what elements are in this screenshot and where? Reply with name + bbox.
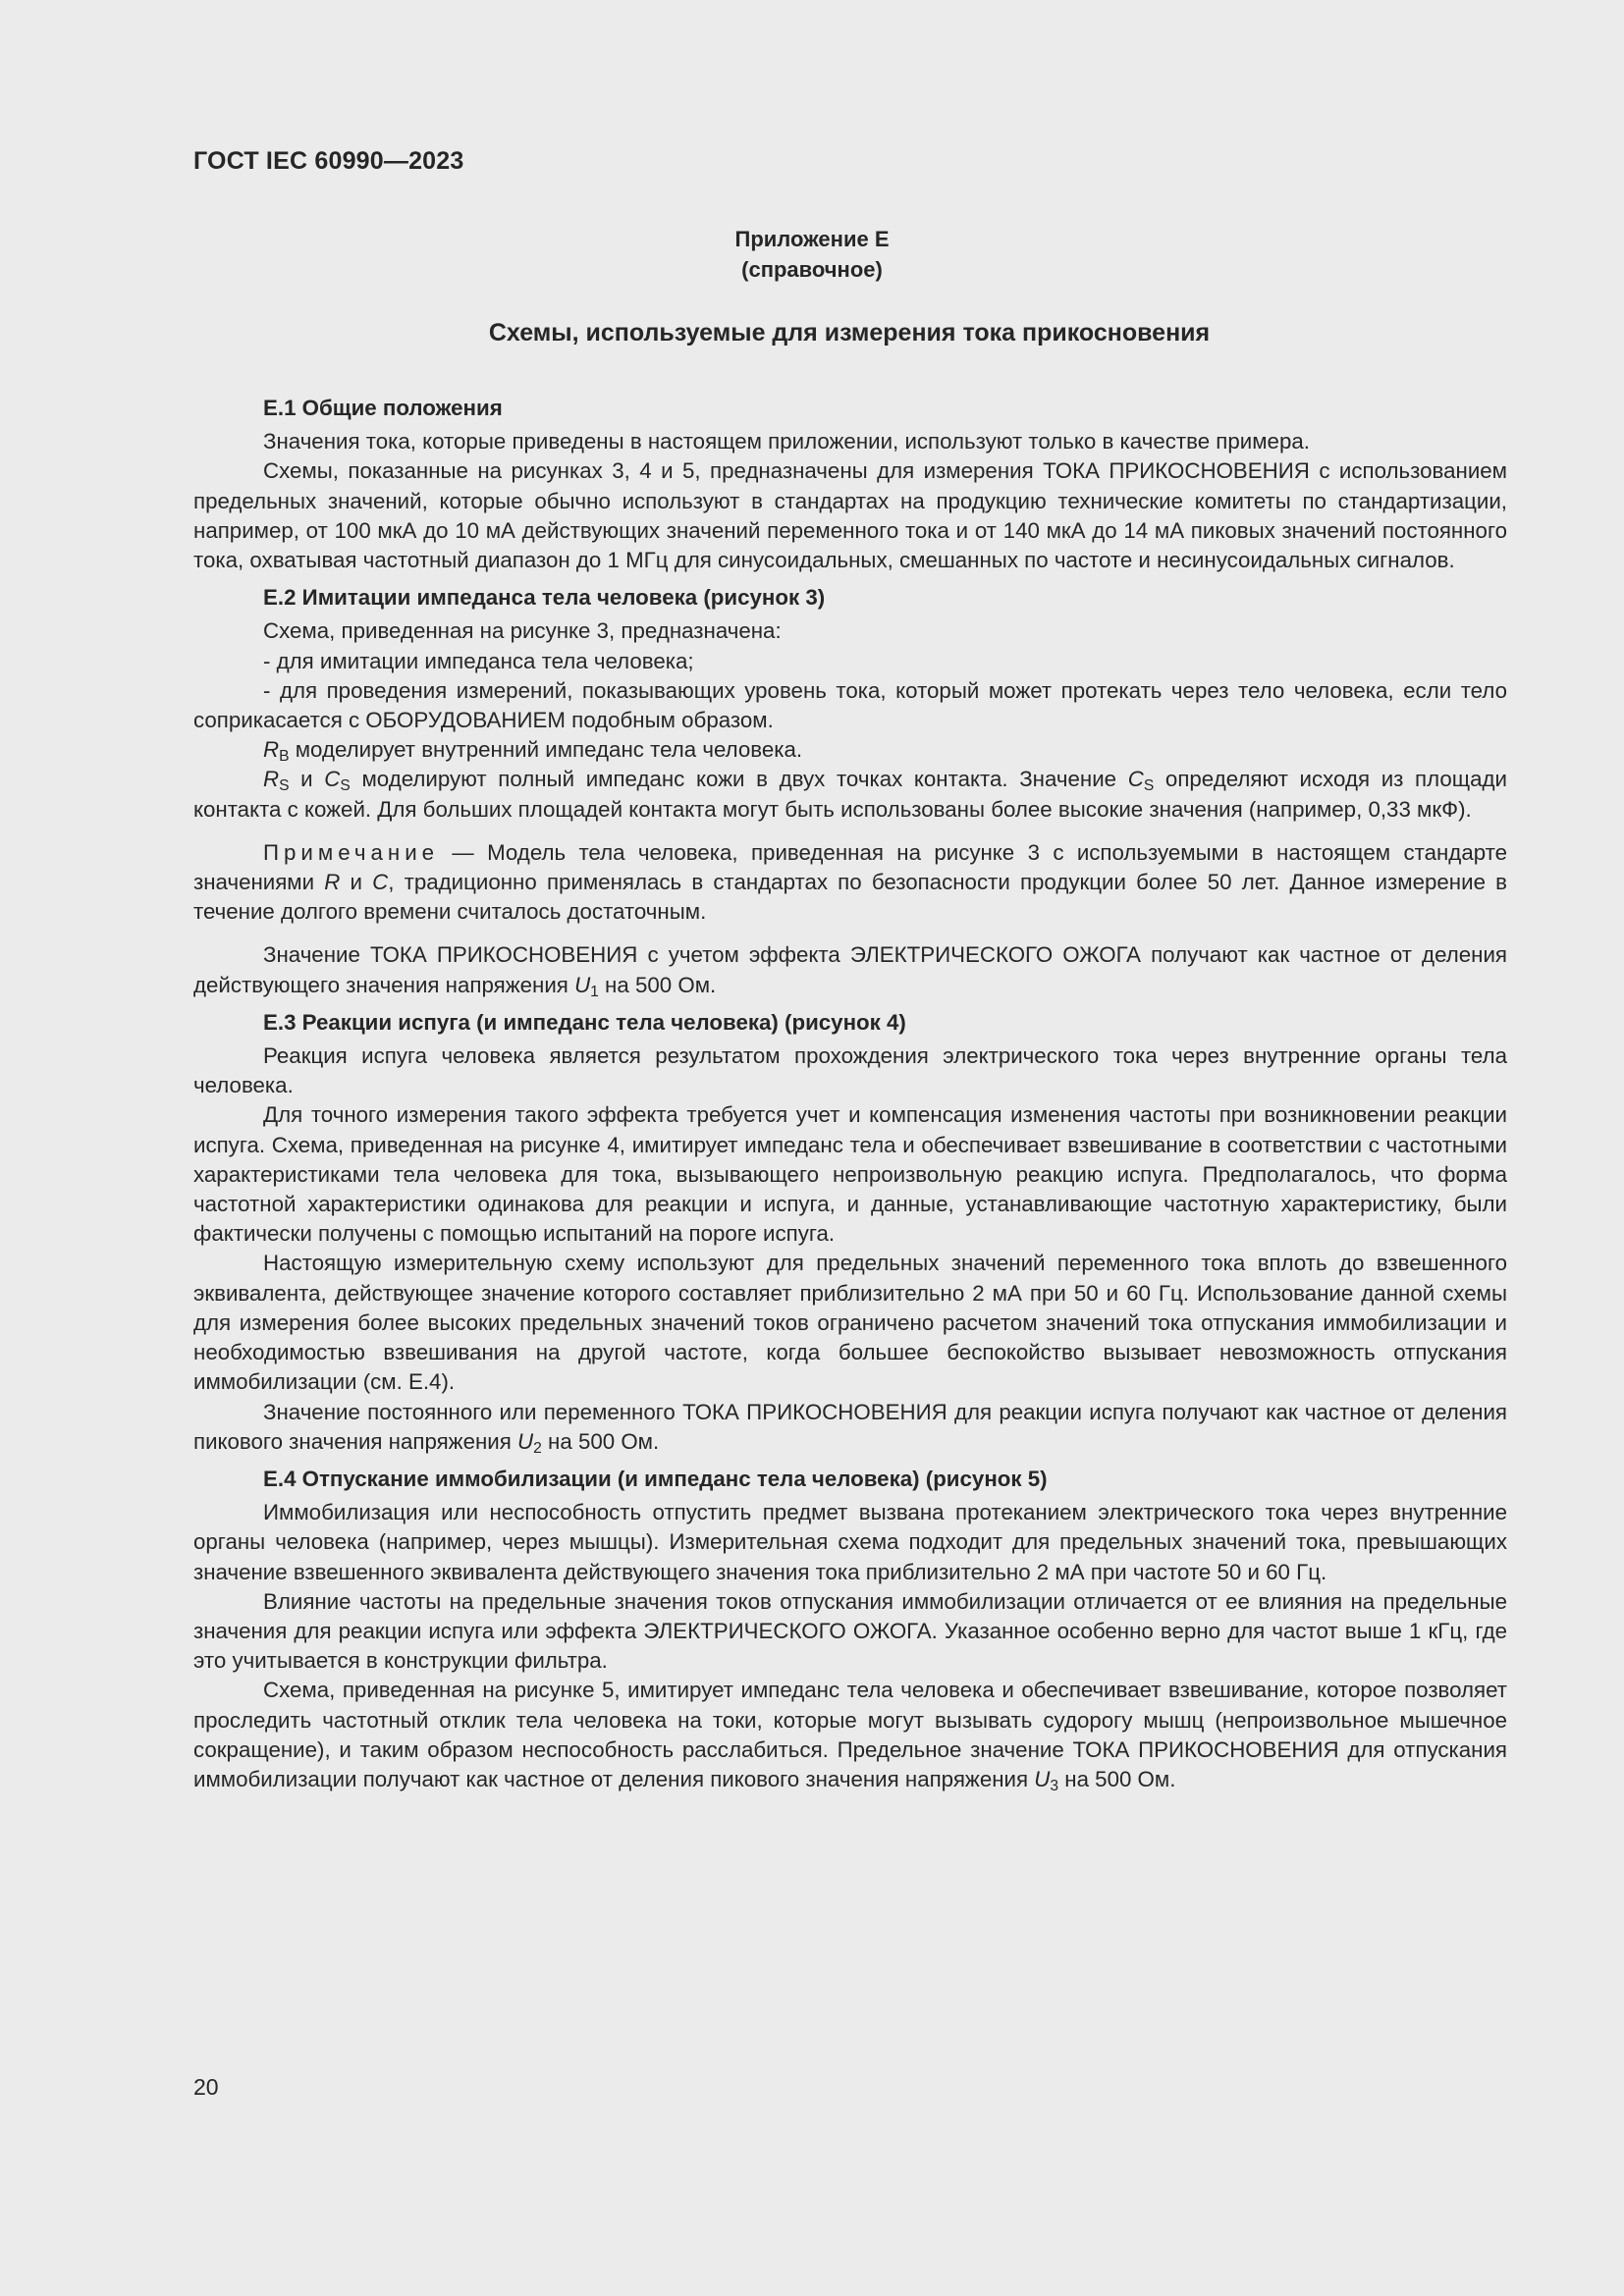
paragraph: Настоящую измерительную схему используют для предельных значений переменного тока вплоть до взвешенного эквивалента, действующее значение которого составляет приблизительно 2 мА при 50 и 60 Гц. Использование данной схемы для измерения более высоких предельных значений токов ограничено расчетом значений тока отпускания иммобилизации и необходимостью взвешивания на другой частоте, когда большее беспокойство вызывает невозможность отпускания иммобилизации (см. Е.4). [193,1251,1507,1395]
page-number: 20 [193,2074,219,2100]
symbol: C [1127,767,1144,792]
subscript: B [279,748,290,766]
text: , традиционно применялась в стандартах по безопасности продукции более 50 лет. Данное измерение в течение долгого времени считалось достаточным. [193,870,1507,925]
paragraph [193,765,1507,824]
subscript: S [279,777,290,795]
paragraph: Иммобилизация или неспособность отпустить предмет вызвана протеканием электрического тока через внутренние органы человека (например, через мышцы). Измерительная схема подходит для предельных значений тока, превышающих значение взвешенного эквивалента действующего значения тока приблизительно 2 мА при частоте 50 и 60 Гц. [193,1500,1507,1584]
symbol: U [1034,1766,1051,1791]
text: — Модель тела человека, приведенная на рисунке 3 с используемыми в настоящем стандарте значениями [193,839,1507,895]
list-item: - для имитации импеданса тела человека; [263,648,694,673]
subscript: 3 [1050,1777,1059,1794]
note-label: Примечание [263,839,440,865]
note [193,838,1507,928]
symbol: R [263,767,280,792]
annex-title: Приложение Е [734,227,890,251]
text: определяют исходя из площади контакта с кожей. Для больших площадей контакта могут быть использованы более высокие значения (например, 0,33 мкФ). [193,767,1507,822]
paragraph: Для точного измерения такого эффекта требуется учет и компенсация изменения частоты при возникновении реакции испуга. Схема, приведенная на рисунке 4, имитирует импеданс тела и обеспечивает взвешивание в соответствии с частотными характеристиками тела человека для тока, вызывающего непроизвольную реакцию испуга. Предполагалось, что форма частотной характеристики одинакова для реакции и испуга, и данные, устанавливающие частотную характеристику, были фактически получены с помощью испытаний на пороге испуга. [193,1102,1507,1247]
paragraph: Схемы, показанные на рисунках 3, 4 и 5, предназначены для измерения ТОКА ПРИКОСНОВЕНИЯ с использованием предельных значений, которые обычно используют в стандартах на продукцию технические комитеты по стандартизации, например, от 100 мкА до 10 мА действующих значений переменного тока и от 140 мкА до 14 мА пиковых значений постоянного тока, охватывая частотный диапазон до 1 МГц для синусоидальных, смешанных по частоте и несинусоидальных сигналов. [193,458,1507,573]
paragraph: Значения тока, которые приведены в настоящем приложении, используют только в качестве примера. [263,429,1310,454]
text: моделирует внутренний импеданс тела человека. [289,737,803,763]
text: на 500 Ом. [541,1428,660,1454]
annex-heading: Схемы, используемые для измерения тока прикосновения [488,319,1211,347]
symbol: R [324,870,341,895]
paragraph [193,1676,1507,1794]
paragraph: Реакция испуга человека является результатом прохождения электрического тока через внутренние органы тела человека. [193,1043,1507,1098]
subscript: S [340,777,351,795]
text: и [340,870,373,895]
subscript: 1 [590,983,599,1000]
symbol: U [517,1428,534,1454]
subscript: S [1143,777,1155,795]
symbol: C [324,767,341,792]
section-e4-heading: Е.4 Отпускание иммобилизации (и импеданс тела человека) (рисунок 5) [263,1466,1048,1491]
symbol: C [372,870,389,895]
document-code: ГОСТ IEC 60990—2023 [193,147,464,175]
text: на 500 Ом. [598,972,717,997]
section-e2-heading: Е.2 Имитации импеданса тела человека (рисунок 3) [263,585,826,611]
text: Значение постоянного или переменного ТОКА ПРИКОСНОВЕНИЯ для реакции испуга получают как частное от деления пикового значения напряжения [193,1399,1507,1454]
list-item: - для проведения измерений, показывающих уровень тока, который может протекать через тело человека, если тело соприкасается с ОБОРУДОВАНИЕМ подобным образом. [193,677,1507,733]
paragraph [193,940,1507,999]
paragraph [193,1398,1507,1457]
subscript: 2 [533,1439,542,1457]
symbol: U [574,972,591,997]
symbol: R [263,737,280,763]
paragraph: Схема, приведенная на рисунке 3, предназначена: [263,618,782,644]
text: моделируют полный импеданс кожи в двух точках контакта. Значение [350,767,1128,792]
text: и [289,767,325,792]
document-body [193,394,1507,1794]
section-e3-heading: Е.3 Реакции испуга (и импеданс тела человека) (рисунок 4) [263,1009,906,1035]
section-e1-heading: Е.1 Общие положения [263,396,503,420]
text: на 500 Ом. [1058,1766,1176,1791]
paragraph: Влияние частоты на предельные значения токов отпускания иммобилизации отличается от ее влияния на предельные значения для реакции испуга или эффекта ЭЛЕКТРИЧЕСКОГО ОЖОГА. Указанное особенно верно для частот выше 1 кГц, где это учитывается в конструкции фильтра. [193,1588,1507,1674]
text: Схема, приведенная на рисунке 5, имитирует импеданс тела человека и обеспечивает взвешивание, которое позволяет проследить частотный отклик тела человека на токи, которые могут вызывать судорогу мышц (непроизвольное мышечное сокращение), и таким образом неспособность расслабиться. Предельное значение ТОКА ПРИКОСНОВЕНИЯ для отпускания иммобилизации получают как частное от деления пикового значения напряжения [193,1678,1507,1791]
text: Значение ТОКА ПРИКОСНОВЕНИЯ с учетом эффекта ЭЛЕКТРИЧЕСКОГО ОЖОГА получают как частное от деления действующего значения напряжения [193,942,1507,997]
annex-type: (справочное) [741,257,883,282]
paragraph [193,735,1507,765]
